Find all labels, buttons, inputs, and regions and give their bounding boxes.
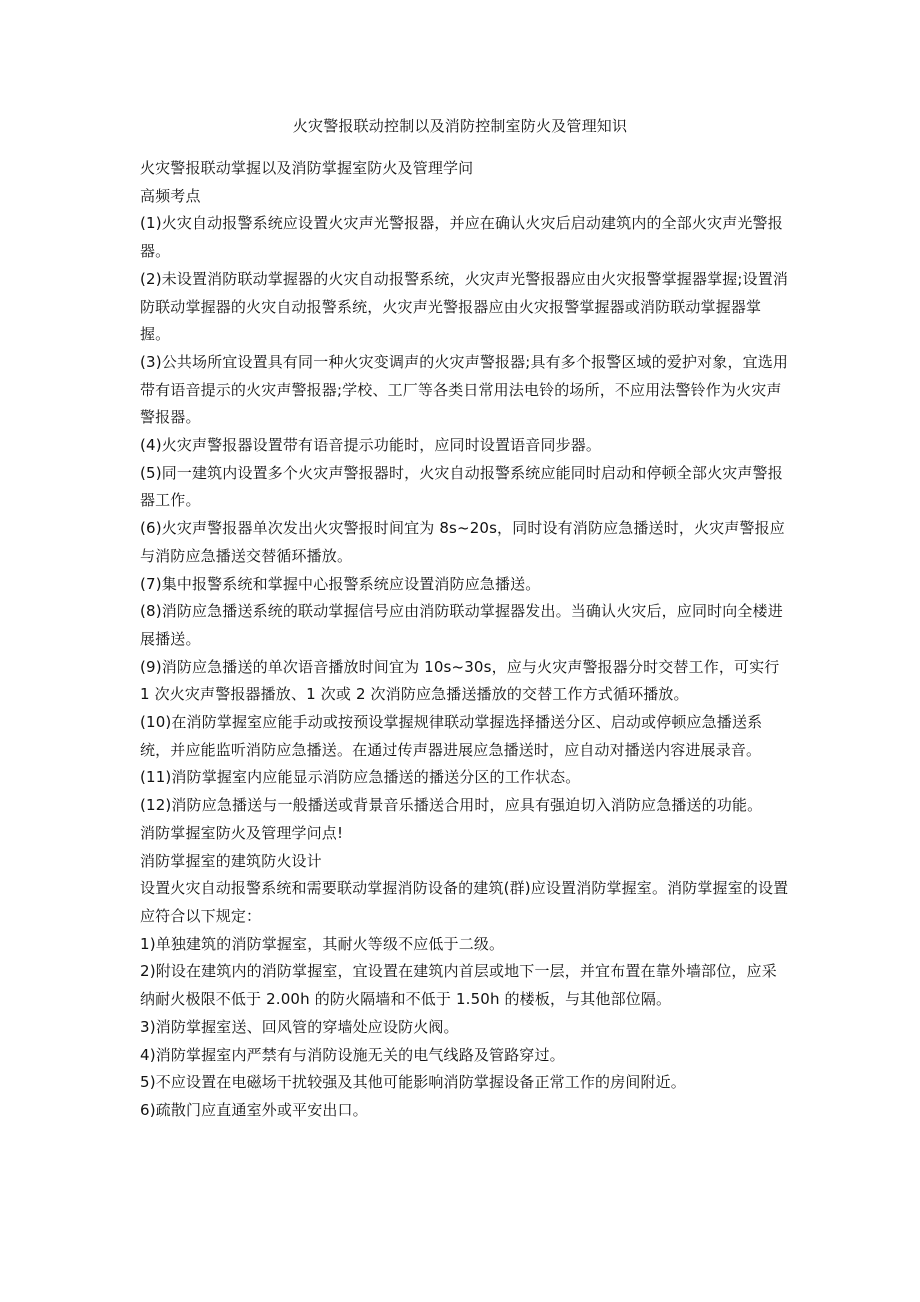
list-item: (11)消防掌握室内应能显示消防应急播送的播送分区的工作状态。	[140, 768, 581, 787]
list-item: (10)在消防掌握室应能手动或按预设掌握规律联动掌握选择播送分区、启动或停顿应急播送系统，并应能监听消防应急播送。在通过传声器进展应急播送时，应自动对播送内容进展录音。	[140, 713, 763, 759]
list-item: (7)集中报警系统和掌握中心报警系统应设置消防应急播送。	[140, 574, 541, 593]
document-body	[140, 155, 790, 1125]
list-item: 2)附设在建筑内的消防掌握室，宜设置在建筑内首层或地下一层，并宜布置在靠外墙部位，应采纳耐火极限不低于 2.00h 的防火隔墙和不低于 1.50h 的楼板，与其他部位隔。	[140, 962, 777, 1009]
document-title: 火灾警报联动控制以及消防控制室防火及管理知识	[292, 117, 628, 135]
list-item: (4)火灾声警报器设置带有语音提示功能时，应同时设置语音同步器。	[140, 436, 602, 455]
list-item: (6)火灾声警报器单次发出火灾警报时间宜为 8s~20s，同时设有消防应急播送时，火灾声警报应与消防应急播送交替循环播放。	[140, 519, 785, 565]
list-item: 6)疏散门应直通室外或平安出口。	[140, 1100, 368, 1119]
list-item: (8)消防应急播送系统的联动掌握信号应由消防联动掌握器发出。当确认火灾后，应同时向全楼进展播送。	[140, 602, 783, 648]
body-paragraph: 设置火灾自动报警系统和需要联动掌握消防设备的建筑(群)应设置消防掌握室。消防掌握室的设置应符合以下规定：	[140, 879, 789, 925]
list-item: (2)未设置消防联动掌握器的火灾自动报警系统，火灾声光警报器应由火灾报警掌握器掌握;设置消防联动掌握器的火灾自动报警系统，火灾声光警报器应由火灾报警掌握器或消防联动掌握器掌握。	[140, 269, 789, 344]
list-item: 4)消防掌握室内严禁有与消防设施无关的电气线路及管路穿过。	[140, 1045, 565, 1064]
subtitle-paragraph: 火灾警报联动掌握以及消防掌握室防火及管理学问	[140, 159, 474, 177]
list-item: 1)单独建筑的消防掌握室，其耐火等级不应低于二级。	[140, 934, 505, 953]
list-item: 5)不应设置在电磁场干扰较强及其他可能影响消防掌握设备正常工作的房间附近。	[140, 1073, 686, 1092]
list-item: 3)消防掌握室送、回风管的穿墙处应设防火阀。	[140, 1017, 459, 1036]
list-item: (12)消防应急播送与一般播送或背景音乐播送合用时，应具有强迫切入消防应急播送的功能。	[140, 796, 763, 815]
section-heading: 消防掌握室防火及管理学问点!	[140, 823, 344, 842]
section-heading: 消防掌握室的建筑防火设计	[140, 851, 322, 870]
list-item: (5)同一建筑内设置多个火灾声警报器时，火灾自动报警系统应能同时启动和停顿全部火灾声警报器工作。	[140, 463, 783, 510]
list-item: (1)火灾自动报警系统应设置火灾声光警报器，并应在确认火灾后启动建筑内的全部火灾声光警报器。	[140, 214, 783, 261]
list-item: (3)公共场所宜设置具有同一种火灾变调声的火灾声警报器;具有多个报警区域的爱护对象，宜选用带有语音提示的火灾声警报器;学校、工厂等各类日常用法电铃的场所，不应用法警铃作为火灾声警报器。	[140, 352, 789, 427]
section-heading: 高频考点	[140, 186, 201, 205]
list-item: (9)消防应急播送的单次语音播放时间宜为 10s~30s，应与火灾声警报器分时交替工作，可实行 1 次火灾声警报器播放、1 次或 2 次消防应急播送播放的交替工作方式循环播放。	[140, 657, 780, 704]
